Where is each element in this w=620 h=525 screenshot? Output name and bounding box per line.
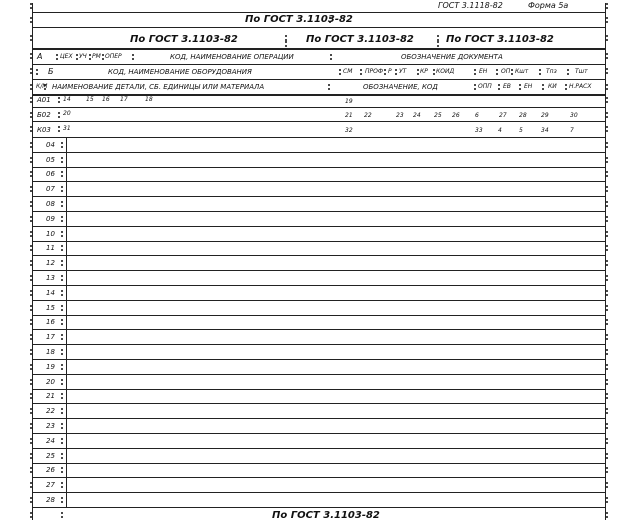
row-line <box>32 492 606 493</box>
row-line <box>32 270 606 271</box>
document-header: ОБОЗНАЧЕНИЕ ДОКУМЕНТА <box>401 53 503 61</box>
equipment-header: КОД, НАИМЕНОВАНИЕ ОБОРУДОВАНИЯ <box>108 68 252 76</box>
frame-left <box>32 3 33 520</box>
row-number: 07 <box>46 185 55 193</box>
row-number: 13 <box>46 274 55 282</box>
row-line <box>32 389 606 390</box>
row-a01-num: 18 <box>145 96 153 103</box>
row-number: 17 <box>46 333 55 341</box>
col-uch: УЧ <box>79 53 87 60</box>
row-number: 27 <box>46 481 55 489</box>
row-k03-num: 5 <box>519 127 523 134</box>
row-line <box>32 300 606 301</box>
col-oper: ОПЕР <box>105 53 122 60</box>
col-en-k: ЕН <box>524 83 533 90</box>
row-k03-line <box>32 137 606 138</box>
row-line <box>32 403 606 404</box>
row-a01-num: 16 <box>102 96 110 103</box>
row-number: 19 <box>46 363 55 371</box>
row-b02-num: 22 <box>364 112 372 119</box>
row-number: 12 <box>46 259 55 267</box>
row-b02-line <box>32 121 606 122</box>
gost-box-3: По ГОСТ 3.1103-82 <box>446 34 554 45</box>
row-k-marker: К/М <box>36 83 48 90</box>
row-number: 18 <box>46 348 55 356</box>
row-a01-label: А01 <box>37 96 51 104</box>
row-number: 10 <box>46 230 55 238</box>
col-ev: ЕВ <box>503 83 511 90</box>
col-en: ЕН <box>479 68 488 75</box>
col-ki: КИ <box>548 83 557 90</box>
row-number: 08 <box>46 200 55 208</box>
row-b02-num: 25 <box>434 112 442 119</box>
row-number: 25 <box>46 452 55 460</box>
row-b02-label: Б02 <box>37 111 51 119</box>
row-number: 24 <box>46 437 55 445</box>
row-number: 04 <box>46 141 55 149</box>
top-title: По ГОСТ 3.1103-82 <box>245 14 353 25</box>
row-b02-num: 29 <box>541 112 549 119</box>
col-tpz: Тпз <box>546 68 557 75</box>
col-r: Р <box>388 68 392 75</box>
row-a-line <box>32 64 606 65</box>
col-opp: ОПП <box>478 83 492 90</box>
row-line <box>32 152 606 153</box>
row-number: 23 <box>46 422 55 430</box>
row-line <box>32 285 606 286</box>
col-koid: КОИД <box>436 68 455 75</box>
row-number: 26 <box>46 466 55 474</box>
row-k03-num: 7 <box>570 127 574 134</box>
header-line-3 <box>32 48 606 50</box>
row-line <box>32 315 606 316</box>
col-rm: РМ <box>92 53 101 60</box>
row-line <box>32 418 606 419</box>
row-k03-num: 4 <box>498 127 502 134</box>
row-number: 06 <box>46 170 55 178</box>
col-kr: КР <box>420 68 428 75</box>
row-number: 11 <box>46 244 55 252</box>
row-b02-num: 28 <box>519 112 527 119</box>
material-header: НАИМЕНОВАНИЕ ДЕТАЛИ, СБ. ЕДИНИЦЫ ИЛИ МАТЕРИАЛА <box>52 83 265 91</box>
row-b02-num: 27 <box>499 112 507 119</box>
row-k-line <box>32 94 606 96</box>
row-k03-num: 34 <box>541 127 549 134</box>
row-a01-num: 17 <box>120 96 128 103</box>
row-a-marker: А <box>37 52 43 61</box>
row-b-line <box>32 79 606 80</box>
row-number: 05 <box>46 156 55 164</box>
row-b02-num: 21 <box>345 112 353 119</box>
col-cm: СМ <box>343 68 353 75</box>
row-line <box>32 448 606 449</box>
row-number: 21 <box>46 392 55 400</box>
gost-box-2: По ГОСТ 3.1103-82 <box>306 34 414 45</box>
row-number: 09 <box>46 215 55 223</box>
col-nrash: Н.РАСХ <box>569 83 592 90</box>
header-line-1 <box>32 12 606 13</box>
row-line <box>32 241 606 242</box>
row-line <box>32 329 606 330</box>
row-number: 16 <box>46 318 55 326</box>
row-number: 14 <box>46 289 55 297</box>
row-b02-num: 20 <box>63 110 71 117</box>
row-number: 15 <box>46 304 55 312</box>
row-b02-num: 26 <box>452 112 460 119</box>
row-line <box>32 374 606 375</box>
row-number: 20 <box>46 378 55 386</box>
col-prof: ПРОФ <box>365 68 384 75</box>
row-line <box>32 507 606 508</box>
forma-label: Форма 5а <box>528 1 569 10</box>
row-line <box>32 181 606 182</box>
row-number: 28 <box>46 496 55 504</box>
row-k03-num: 31 <box>63 125 71 132</box>
row-k03-num: 32 <box>345 127 353 134</box>
col-kshk: Кшт <box>515 68 529 75</box>
row-number: 22 <box>46 407 55 415</box>
row-a01-num: 19 <box>345 98 353 105</box>
row-b02-num: 24 <box>413 112 421 119</box>
row-b02-num: 6 <box>475 112 479 119</box>
gost-1118-label: ГОСТ 3.1118-82 <box>438 1 503 10</box>
row-k03-label: К03 <box>37 126 51 134</box>
row-a01-line <box>32 107 606 108</box>
row-line <box>32 255 606 256</box>
footer-title: По ГОСТ 3.1103-82 <box>272 510 380 521</box>
row-line <box>32 226 606 227</box>
col-tsht: Тшт <box>575 68 588 75</box>
row-b02-num: 23 <box>396 112 404 119</box>
row-line <box>32 433 606 434</box>
row-line <box>32 167 606 168</box>
row-line <box>32 196 606 197</box>
row-line <box>32 344 606 345</box>
designation-header: ОБОЗНАЧЕНИЕ, КОД <box>363 83 438 91</box>
row-a01-num: 15 <box>86 96 94 103</box>
row-a01-num: 14 <box>63 96 71 103</box>
row-b-marker: Б <box>48 67 54 76</box>
row-line <box>32 211 606 212</box>
row-k03-num: 33 <box>475 127 483 134</box>
operation-header: КОД, НАИМЕНОВАНИЕ ОПЕРАЦИИ <box>170 53 294 61</box>
row-line <box>32 477 606 478</box>
col-ut: УТ <box>399 68 407 75</box>
col-op: ОП <box>501 68 511 75</box>
row-line <box>32 359 606 360</box>
col-tsekh: ЦЕХ <box>60 53 73 60</box>
row-b02-num: 30 <box>570 112 578 119</box>
row-line <box>32 463 606 464</box>
gost-box-1: По ГОСТ 3.1103-82 <box>130 34 238 45</box>
row-number-divider <box>66 137 67 507</box>
header-line-2 <box>32 27 606 28</box>
